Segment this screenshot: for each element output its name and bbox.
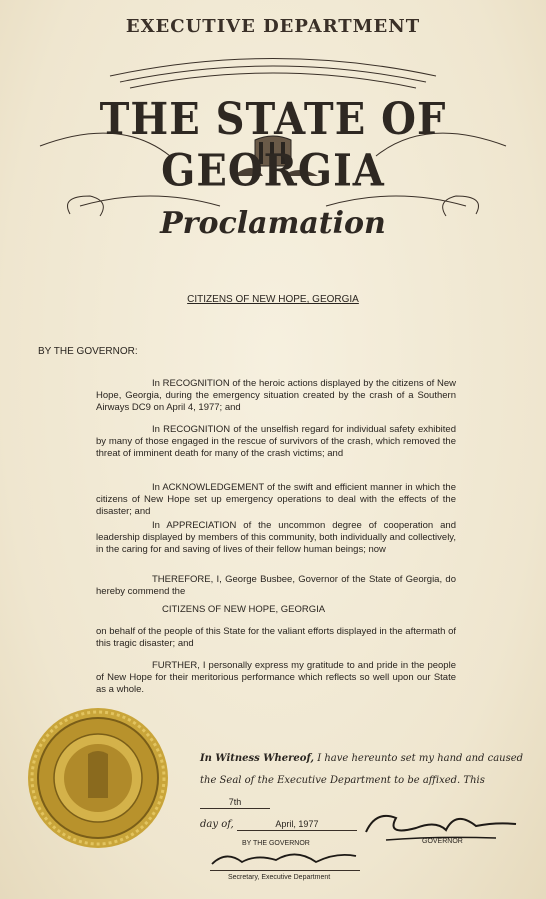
- day-of-label: day of,: [200, 819, 234, 830]
- secretary-signature-line: [210, 870, 360, 871]
- paragraph-behalf: on behalf of the people of this State for the valiant efforts displayed in the aftermath of this tragic disaster; and: [96, 626, 456, 649]
- paragraph-acknowledgement: In ACKNOWLEDGEMENT of the swift and efficient manner in which the citizens of New Hope set up emergency operations to deal with the effects of the disaster; and: [96, 482, 456, 517]
- state-title: THE STATE OF GEORGIA: [99, 93, 447, 197]
- witness-text: I have hereunto set my hand and caused the Seal of the Executive Department to be affixed. This: [200, 753, 524, 786]
- paragraph-further: FURTHER, I personally express my gratitude to and pride in the people of New Hope for their meritorious performance which reflects so well upon our State as a whole.: [96, 660, 456, 695]
- day-field: 7th: [200, 796, 270, 809]
- paragraph-recognition-1: In RECOGNITION of the heroic actions displayed by the citizens of New Hope, Georgia, during the emergency situation created by the crash of a Southern Airways DC9 on April 4, 1977; and: [96, 378, 456, 413]
- commend-line: CITIZENS OF NEW HOPE, GEORGIA: [162, 604, 326, 615]
- date-field: April, 1977: [237, 818, 357, 831]
- paragraph-recognition-2: In RECOGNITION of the unselfish regard for individual safety exhibited by many of those engaged in the rescue of survivors of the crash, which removed the threat of imminent death for many of the crash victims; and: [96, 424, 456, 459]
- witness-lead: In Witness Whereof,: [200, 753, 315, 764]
- by-the-governor-label: BY THE GOVERNOR: [242, 840, 310, 847]
- gold-seal: [26, 706, 170, 850]
- paragraph-therefore: THEREFORE, I, George Busbee, Governor of the State of Georgia, do hereby commend the: [96, 574, 456, 597]
- proclamation-subject: CITIZENS OF NEW HOPE, GEORGIA: [187, 294, 359, 305]
- paragraph-appreciation: In APPRECIATION of the uncommon degree of cooperation and leadership displayed by members of this community, both individually and collectively, in the caring for and saving of lives of their fellow human beings; now: [96, 520, 456, 555]
- proclamation-heading: Proclamation: [160, 206, 386, 241]
- by-governor-label: BY THE GOVERNOR:: [38, 346, 138, 357]
- secretary-title: Secretary, Executive Department: [228, 874, 331, 881]
- department-heading: EXECUTIVE DEPARTMENT: [125, 16, 421, 37]
- governor-title: GOVERNOR: [422, 838, 463, 845]
